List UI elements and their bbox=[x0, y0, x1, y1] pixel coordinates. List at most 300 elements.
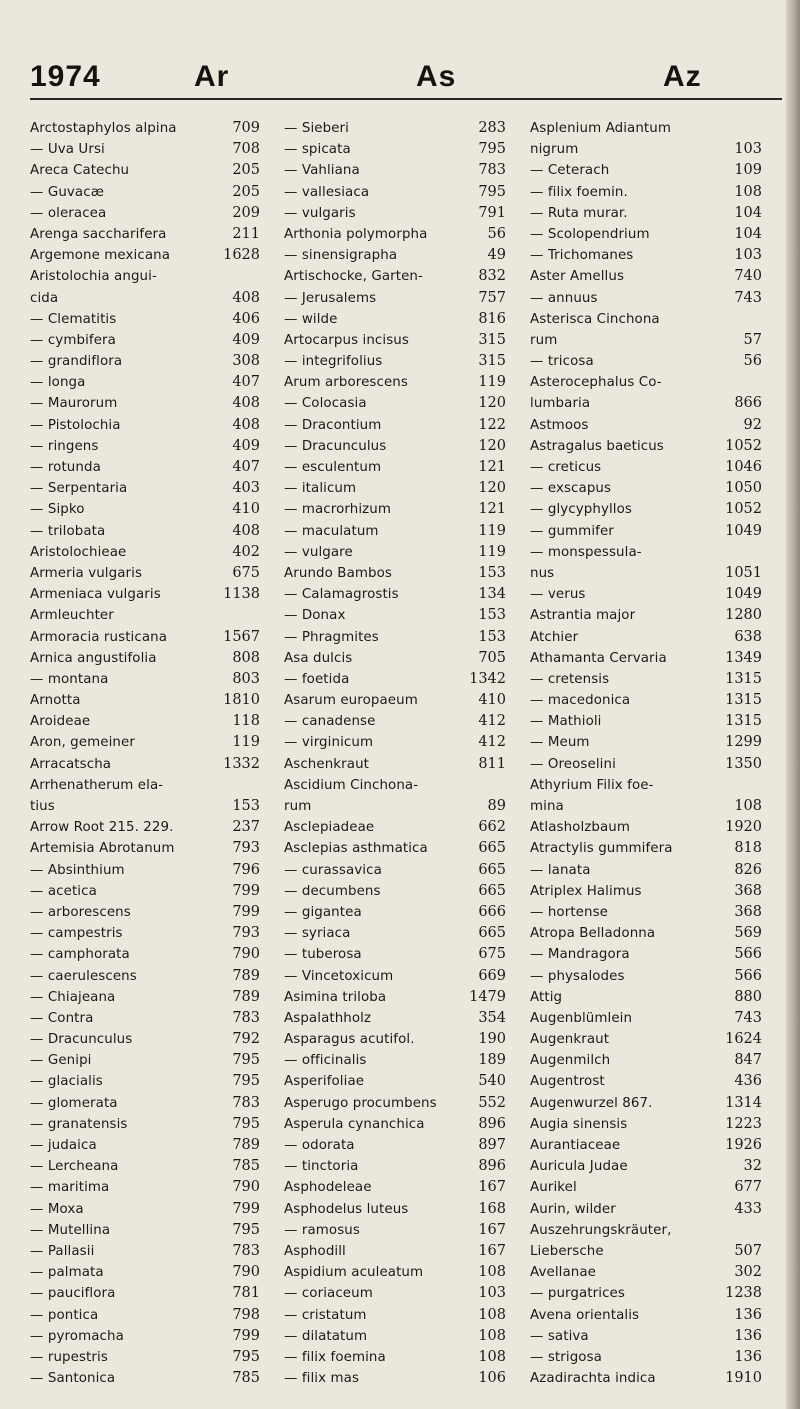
entry-page-number: 1910 bbox=[725, 1370, 762, 1387]
entry-term: Asphodelus luteus bbox=[284, 1201, 409, 1217]
index-entry bbox=[30, 1177, 260, 1198]
entry-term: Asphodill bbox=[284, 1243, 346, 1259]
index-entry bbox=[530, 1071, 762, 1092]
entry-page-number: 167 bbox=[478, 1179, 506, 1196]
index-entry bbox=[284, 203, 506, 224]
entry-page-number: 847 bbox=[734, 1052, 762, 1069]
entry-term: — granatensis bbox=[30, 1116, 128, 1132]
entry-term: — officinalis bbox=[284, 1053, 367, 1069]
entry-term: — Vincetoxicum bbox=[284, 968, 394, 984]
entry-term: — Absinthium bbox=[30, 862, 125, 878]
page-edge bbox=[786, 0, 800, 1409]
entry-term: — filix mas bbox=[284, 1371, 360, 1387]
entry-page-number: 436 bbox=[734, 1073, 762, 1090]
index-entry bbox=[30, 288, 260, 309]
entry-term: — pyromacha bbox=[30, 1328, 124, 1344]
entry-term: — vallesiaca bbox=[284, 184, 370, 200]
entry-page-number: 108 bbox=[478, 1348, 506, 1365]
entry-page-number: 136 bbox=[734, 1348, 762, 1365]
entry-page-number: 153 bbox=[478, 628, 506, 645]
index-entry bbox=[284, 521, 506, 542]
entry-term: — glomerata bbox=[30, 1095, 118, 1111]
entry-page-number: 791 bbox=[478, 204, 506, 221]
entry-term: Atchier bbox=[530, 629, 579, 645]
entry-page-number: 108 bbox=[478, 1306, 506, 1323]
entry-term: — pontica bbox=[30, 1307, 99, 1323]
index-entry bbox=[284, 1071, 506, 1092]
entry-page-number: 803 bbox=[232, 670, 260, 687]
entry-term: — Uva Ursi bbox=[30, 142, 105, 158]
index-entry bbox=[530, 923, 762, 944]
index-entry bbox=[284, 987, 506, 1008]
entry-term: Argemone mexicana bbox=[30, 248, 171, 264]
entry-page-number: 32 bbox=[743, 1158, 762, 1175]
entry-page-number: 795 bbox=[478, 183, 506, 200]
entry-term: — odorata bbox=[284, 1138, 355, 1153]
index-entry bbox=[530, 160, 762, 181]
index-entry bbox=[530, 987, 762, 1008]
entry-page-number: 743 bbox=[734, 1009, 762, 1026]
entry-page-number: 121 bbox=[478, 459, 506, 475]
entry-term: — oleracea bbox=[30, 205, 107, 221]
index-entry bbox=[30, 1347, 260, 1368]
entry-term: — tinctoria bbox=[284, 1159, 359, 1175]
entry-term: Arenga saccharifera bbox=[30, 226, 167, 242]
entry-page-number: 789 bbox=[232, 1137, 260, 1153]
index-entry bbox=[284, 182, 506, 203]
index-column-1 bbox=[30, 118, 260, 1389]
index-entry bbox=[30, 351, 260, 372]
entry-term: — purgatrices bbox=[530, 1286, 625, 1302]
entry-page-number: 368 bbox=[734, 903, 762, 920]
entry-page-number: 1350 bbox=[725, 755, 762, 772]
entry-page-number: 406 bbox=[232, 310, 260, 327]
entry-page-number: 119 bbox=[478, 543, 506, 560]
entry-page-number: 1567 bbox=[223, 628, 260, 645]
index-entry bbox=[530, 1220, 762, 1241]
index-entry bbox=[530, 881, 762, 902]
entry-term: rum bbox=[284, 799, 312, 814]
index-entry bbox=[284, 966, 506, 987]
index-entry bbox=[284, 160, 506, 181]
entry-page-number: 409 bbox=[232, 331, 260, 348]
entry-page-number: 103 bbox=[478, 1285, 506, 1302]
index-entry bbox=[530, 690, 762, 711]
page-number: 1974 bbox=[30, 60, 101, 93]
entry-page-number: 1050 bbox=[725, 480, 762, 497]
entry-term: Asterocephalus Co- bbox=[530, 375, 662, 391]
entry-term: — Oreoselini bbox=[530, 756, 616, 772]
entry-page-number: 740 bbox=[734, 268, 762, 285]
entry-page-number: 108 bbox=[478, 1327, 506, 1344]
index-entry bbox=[30, 1368, 260, 1389]
index-entry bbox=[530, 182, 762, 203]
entry-page-number: 669 bbox=[478, 967, 506, 984]
entry-page-number: 507 bbox=[734, 1242, 762, 1259]
entry-term: — Santonica bbox=[30, 1371, 116, 1387]
entry-term: Arracatscha bbox=[30, 756, 112, 772]
index-entry bbox=[530, 521, 762, 542]
entry-page-number: 1280 bbox=[725, 607, 762, 624]
entry-term: Astrantia major bbox=[530, 608, 636, 624]
entry-term: Arctostaphylos alpina bbox=[30, 121, 177, 136]
index-entry bbox=[530, 139, 762, 160]
entry-term: Aspalathholz bbox=[284, 1010, 372, 1026]
entry-page-number: 103 bbox=[734, 247, 762, 264]
entry-term: — trilobata bbox=[30, 523, 106, 539]
entry-term: Ascidium Cinchona- bbox=[284, 777, 419, 793]
entry-page-number: 167 bbox=[478, 1242, 506, 1259]
entry-page-number: 796 bbox=[232, 861, 260, 878]
entry-page-number: 795 bbox=[232, 1348, 260, 1365]
entry-term: Augenblümlein bbox=[530, 1010, 633, 1026]
index-entry bbox=[30, 1093, 260, 1114]
entry-term: — ramosus bbox=[284, 1222, 360, 1238]
entry-term: Atropa Belladonna bbox=[530, 926, 656, 942]
entry-page-number: 407 bbox=[232, 374, 260, 391]
entry-term: nus bbox=[530, 565, 555, 581]
entry-term: — Dracunculus bbox=[284, 438, 387, 454]
entry-page-number: 122 bbox=[478, 416, 506, 433]
entry-term: — hortense bbox=[530, 904, 609, 920]
entry-page-number: 708 bbox=[232, 141, 260, 158]
entry-term: Aschenkraut bbox=[284, 756, 370, 772]
entry-page-number: 785 bbox=[232, 1158, 260, 1175]
entry-page-number: 1052 bbox=[725, 437, 762, 454]
entry-page-number: 818 bbox=[734, 840, 762, 857]
entry-page-number: 793 bbox=[232, 840, 260, 857]
entry-page-number: 675 bbox=[232, 564, 260, 581]
entry-term: — pauciflora bbox=[30, 1286, 116, 1302]
index-entry bbox=[30, 1283, 260, 1304]
entry-term: — Sieberi bbox=[284, 121, 349, 136]
entry-page-number: 1315 bbox=[725, 713, 762, 730]
entry-page-number: 675 bbox=[478, 946, 506, 963]
index-entry bbox=[30, 478, 260, 499]
index-entry bbox=[284, 754, 506, 775]
entry-term: — exscapus bbox=[530, 481, 612, 497]
entry-term: — integrifolius bbox=[284, 354, 383, 370]
index-entry bbox=[284, 711, 506, 732]
index-entry bbox=[30, 1050, 260, 1071]
entry-page-number: 89 bbox=[487, 798, 506, 814]
entry-term: Armleuchter bbox=[30, 608, 114, 624]
index-entry bbox=[284, 351, 506, 372]
entry-term: — Ruta murar. bbox=[530, 205, 628, 221]
entry-term: — Serpentaria bbox=[30, 481, 128, 497]
entry-term: Armeria vulgaris bbox=[30, 565, 143, 581]
entry-term: — sinensigrapha bbox=[284, 248, 398, 264]
entry-page-number: 167 bbox=[478, 1221, 506, 1238]
entry-term: Asimina triloba bbox=[284, 989, 387, 1005]
index-entry bbox=[284, 1305, 506, 1326]
entry-page-number: 120 bbox=[478, 480, 506, 497]
entry-page-number: 408 bbox=[232, 522, 260, 539]
entry-page-number: 1926 bbox=[725, 1137, 762, 1153]
entry-page-number: 433 bbox=[734, 1200, 762, 1217]
entry-page-number: 402 bbox=[232, 543, 260, 560]
entry-page-number: 795 bbox=[478, 141, 506, 158]
entry-term: — grandiflora bbox=[30, 354, 123, 370]
entry-page-number: 211 bbox=[232, 225, 260, 242]
index-entry bbox=[530, 118, 762, 139]
entry-page-number: 120 bbox=[478, 395, 506, 412]
entry-term: Atractylis gummifera bbox=[530, 841, 673, 857]
entry-page-number: 540 bbox=[478, 1073, 506, 1090]
entry-term: Asclepias asthmatica bbox=[284, 841, 428, 857]
entry-page-number: 1051 bbox=[725, 564, 762, 581]
entry-page-number: 792 bbox=[232, 1031, 260, 1048]
index-entry bbox=[30, 1262, 260, 1283]
entry-term: Arrow Root 215. 229. bbox=[30, 820, 174, 836]
entry-term: — monspessula- bbox=[530, 544, 642, 560]
entry-term: — sativa bbox=[530, 1328, 589, 1344]
entry-page-number: 896 bbox=[478, 1115, 506, 1132]
entry-term: — acetica bbox=[30, 883, 97, 899]
entry-page-number: 119 bbox=[478, 522, 506, 539]
entry-term: — Trichomanes bbox=[530, 248, 634, 264]
entry-term: — Vahliana bbox=[284, 163, 360, 179]
entry-page-number: 1299 bbox=[725, 734, 762, 751]
index-entry bbox=[530, 393, 762, 414]
index-entry bbox=[530, 1008, 762, 1029]
entry-term: — arborescens bbox=[30, 904, 131, 920]
index-entry bbox=[284, 775, 506, 796]
entry-term: — Donax bbox=[284, 608, 346, 624]
index-entry bbox=[30, 542, 260, 563]
entry-term: — cymbifera bbox=[30, 332, 116, 348]
index-entry bbox=[530, 563, 762, 584]
index-entry bbox=[30, 1029, 260, 1050]
index-entry bbox=[30, 860, 260, 881]
entry-term: Armeniaca vulgaris bbox=[30, 587, 161, 603]
entry-page-number: 408 bbox=[232, 289, 260, 306]
entry-page-number: 1342 bbox=[469, 670, 506, 687]
entry-page-number: 120 bbox=[478, 437, 506, 454]
entry-term: Arthonia polymorpha bbox=[284, 226, 428, 242]
entry-page-number: 638 bbox=[734, 628, 762, 645]
entry-page-number: 108 bbox=[734, 798, 762, 814]
index-entry bbox=[30, 1156, 260, 1177]
entry-page-number: 408 bbox=[232, 416, 260, 433]
entry-page-number: 412 bbox=[478, 734, 506, 751]
entry-term: — judaica bbox=[30, 1138, 97, 1153]
index-entry bbox=[530, 669, 762, 690]
entry-term: cida bbox=[30, 290, 59, 306]
entry-page-number: 403 bbox=[232, 480, 260, 497]
index-entry bbox=[530, 1029, 762, 1050]
index-entry bbox=[284, 478, 506, 499]
entry-term: Asplenium Adiantum bbox=[530, 121, 672, 136]
index-entry bbox=[530, 1093, 762, 1114]
entry-term: — rupestris bbox=[30, 1349, 108, 1365]
entry-page-number: 134 bbox=[478, 586, 506, 603]
entry-page-number: 119 bbox=[232, 734, 260, 751]
entry-page-number: 709 bbox=[232, 120, 260, 136]
entry-page-number: 109 bbox=[734, 162, 762, 179]
index-entry bbox=[30, 966, 260, 987]
entry-page-number: 880 bbox=[734, 988, 762, 1005]
entry-page-number: 1314 bbox=[725, 1094, 762, 1111]
entry-page-number: 106 bbox=[478, 1370, 506, 1387]
entry-term: — Jerusalems bbox=[284, 290, 377, 306]
entry-term: — rotunda bbox=[30, 460, 101, 475]
entry-term: Astmoos bbox=[530, 417, 589, 433]
index-entry bbox=[284, 881, 506, 902]
entry-term: Areca Catechu bbox=[30, 163, 130, 179]
entry-term: Armoracia rusticana bbox=[30, 629, 168, 645]
index-entry bbox=[530, 796, 762, 817]
index-entry bbox=[30, 182, 260, 203]
header-left-guide-word: Ar bbox=[194, 60, 230, 93]
entry-page-number: 92 bbox=[743, 416, 762, 433]
index-entry bbox=[30, 923, 260, 944]
index-entry bbox=[30, 1135, 260, 1156]
entry-page-number: 1046 bbox=[725, 459, 762, 475]
index-entry bbox=[284, 457, 506, 478]
index-entry bbox=[30, 1071, 260, 1092]
index-entry bbox=[30, 457, 260, 478]
entry-term: — creticus bbox=[530, 460, 602, 475]
entry-page-number: 743 bbox=[734, 289, 762, 306]
index-entry bbox=[284, 288, 506, 309]
entry-term: Atlasholzbaum bbox=[530, 820, 631, 836]
index-entry bbox=[30, 648, 260, 669]
entry-page-number: 789 bbox=[232, 988, 260, 1005]
header-right-guide-word: Az bbox=[663, 60, 702, 93]
entry-page-number: 1049 bbox=[725, 522, 762, 539]
index-entry bbox=[530, 966, 762, 987]
entry-term: — cretensis bbox=[530, 671, 610, 687]
entry-page-number: 56 bbox=[487, 225, 506, 242]
header-rule bbox=[30, 98, 782, 100]
index-entry bbox=[284, 817, 506, 838]
entry-term: — tuberosa bbox=[284, 947, 362, 963]
index-entry bbox=[530, 648, 762, 669]
index-column-2 bbox=[284, 118, 506, 1389]
entry-term: Aurantiaceae bbox=[530, 1138, 621, 1153]
entry-page-number: 103 bbox=[734, 141, 762, 158]
entry-page-number: 315 bbox=[478, 353, 506, 370]
index-entry bbox=[30, 224, 260, 245]
entry-page-number: 783 bbox=[232, 1009, 260, 1026]
entry-term: — verus bbox=[530, 587, 586, 603]
index-entry bbox=[530, 1241, 762, 1262]
entry-term: Athamanta Cervaria bbox=[530, 650, 667, 666]
entry-page-number: 1052 bbox=[725, 501, 762, 518]
entry-term: — Guvacæ bbox=[30, 184, 104, 200]
index-entry bbox=[30, 521, 260, 542]
entry-term: — decumbens bbox=[284, 883, 381, 899]
index-entry bbox=[284, 266, 506, 287]
entry-term: Liebersche bbox=[530, 1243, 604, 1259]
index-entry bbox=[284, 139, 506, 160]
entry-page-number: 302 bbox=[734, 1264, 762, 1281]
entry-term: — Scolopendrium bbox=[530, 226, 650, 242]
entry-page-number: 832 bbox=[478, 268, 506, 285]
index-entry bbox=[284, 1135, 506, 1156]
entry-term: — wilde bbox=[284, 311, 338, 327]
index-entry bbox=[284, 1093, 506, 1114]
entry-term: — Mandragora bbox=[530, 947, 630, 963]
entry-page-number: 896 bbox=[478, 1158, 506, 1175]
entry-page-number: 354 bbox=[478, 1009, 506, 1026]
entry-term: Asperugo procumbens bbox=[284, 1095, 437, 1111]
index-entry bbox=[284, 309, 506, 330]
entry-page-number: 783 bbox=[478, 162, 506, 179]
entry-page-number: 56 bbox=[743, 353, 762, 370]
index-entry bbox=[30, 1220, 260, 1241]
entry-term: Augenwurzel 867. bbox=[530, 1095, 653, 1111]
entry-page-number: 783 bbox=[232, 1094, 260, 1111]
entry-term: — Mutellina bbox=[30, 1222, 111, 1238]
entry-page-number: 552 bbox=[478, 1094, 506, 1111]
entry-term: Athyrium Filix foe- bbox=[530, 777, 654, 793]
index-entry bbox=[284, 245, 506, 266]
index-entry bbox=[30, 796, 260, 817]
entry-term: — foetida bbox=[284, 671, 350, 687]
index-entry bbox=[30, 627, 260, 648]
entry-term: Asarum europaeum bbox=[284, 693, 418, 709]
entry-term: — filix foemina bbox=[284, 1349, 386, 1365]
entry-term: — longa bbox=[30, 375, 86, 391]
entry-page-number: 119 bbox=[478, 374, 506, 391]
index-entry bbox=[530, 1347, 762, 1368]
entry-term: Attig bbox=[530, 989, 563, 1005]
index-entry bbox=[284, 1262, 506, 1283]
entry-page-number: 205 bbox=[232, 162, 260, 179]
entry-page-number: 283 bbox=[478, 120, 506, 136]
index-entry bbox=[530, 605, 762, 626]
entry-term: — glacialis bbox=[30, 1074, 103, 1090]
index-entry bbox=[30, 1008, 260, 1029]
index-entry bbox=[530, 944, 762, 965]
index-entry bbox=[530, 627, 762, 648]
entry-term: mina bbox=[530, 799, 564, 814]
index-entry bbox=[284, 1283, 506, 1304]
index-entry bbox=[530, 288, 762, 309]
entry-term: — curassavica bbox=[284, 862, 382, 878]
index-entry bbox=[530, 372, 762, 393]
entry-page-number: 808 bbox=[232, 649, 260, 666]
entry-page-number: 795 bbox=[232, 1073, 260, 1090]
entry-term: — vulgaris bbox=[284, 205, 356, 221]
index-entry bbox=[530, 1156, 762, 1177]
entry-term: Asperula cynanchica bbox=[284, 1116, 425, 1132]
index-entry bbox=[530, 584, 762, 605]
entry-term: — gigantea bbox=[284, 904, 362, 920]
index-entry bbox=[530, 245, 762, 266]
entry-page-number: 665 bbox=[478, 882, 506, 899]
entry-term: Aroideae bbox=[30, 714, 91, 730]
index-entry bbox=[530, 1050, 762, 1071]
index-entry bbox=[284, 1368, 506, 1389]
index-entry bbox=[530, 415, 762, 436]
index-entry bbox=[284, 838, 506, 859]
entry-term: — gummifer bbox=[530, 523, 614, 539]
index-entry bbox=[284, 627, 506, 648]
index-entry bbox=[530, 1326, 762, 1347]
index-entry bbox=[30, 669, 260, 690]
entry-term: — caerulescens bbox=[30, 968, 137, 984]
entry-term: — Colocasia bbox=[284, 396, 367, 412]
index-entry bbox=[530, 732, 762, 753]
entry-page-number: 816 bbox=[478, 310, 506, 327]
index-entry bbox=[30, 605, 260, 626]
entry-page-number: 190 bbox=[478, 1031, 506, 1048]
header-center-guide-word: As bbox=[416, 60, 457, 93]
entry-term: Aron, gemeiner bbox=[30, 735, 135, 751]
